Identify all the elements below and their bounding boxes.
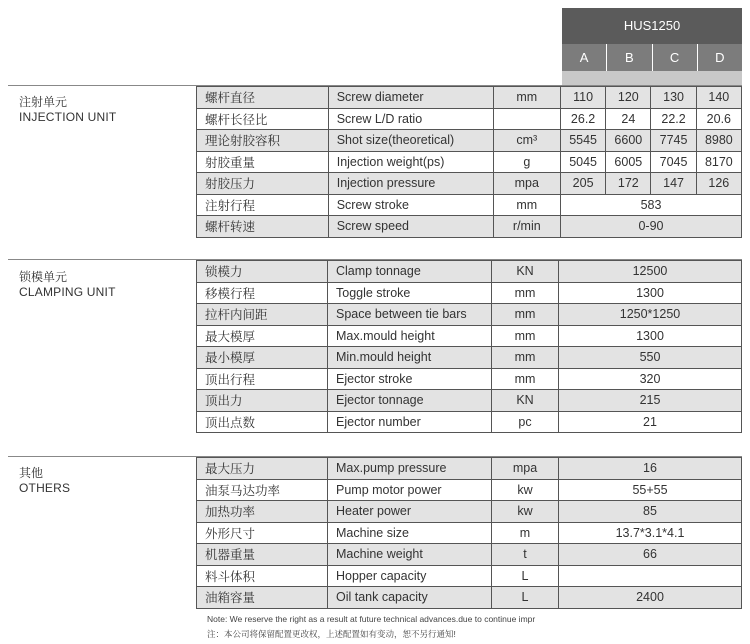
section-label-clamping <box>19 270 116 300</box>
section-name-en: INJECTION UNIT <box>19 110 117 124</box>
param-unit: mm <box>492 282 559 304</box>
table-row <box>197 501 742 523</box>
table-row <box>197 411 742 433</box>
param-en: Heater power <box>328 501 492 523</box>
param-en: Pump motor power <box>328 479 492 501</box>
table-row <box>197 173 742 195</box>
model-name: HUS1250 <box>562 8 742 44</box>
value-d: 140 <box>696 87 741 109</box>
table-row <box>197 347 742 369</box>
param-unit: g <box>493 151 560 173</box>
value-a: 26.2 <box>560 108 605 130</box>
param-en: Screw stroke <box>328 194 493 216</box>
param-en: Max.mould height <box>328 325 492 347</box>
param-cn: 移模行程 <box>197 282 328 304</box>
value-all: 1300 <box>559 282 742 304</box>
column-header: C <box>652 44 697 71</box>
section-label-others <box>19 466 70 496</box>
value-c: 22.2 <box>651 108 696 130</box>
value-all: 16 <box>559 458 742 480</box>
param-en: Oil tank capacity <box>328 587 492 609</box>
param-en: Screw diameter <box>328 87 493 109</box>
table-row <box>197 390 742 412</box>
param-cn: 螺杆转速 <box>197 216 329 238</box>
value-all: 1300 <box>559 325 742 347</box>
param-cn: 拉杆内间距 <box>197 304 328 326</box>
value-a: 205 <box>560 173 605 195</box>
param-cn: 射胶重量 <box>197 151 329 173</box>
param-en: Ejector stroke <box>328 368 492 390</box>
value-all: 550 <box>559 347 742 369</box>
value-d: 126 <box>696 173 741 195</box>
param-cn: 射胶压力 <box>197 173 329 195</box>
param-cn: 螺杆直径 <box>197 87 329 109</box>
param-en: Screw L/D ratio <box>328 108 493 130</box>
param-unit: mm <box>492 347 559 369</box>
table-row <box>197 479 742 501</box>
param-cn: 油泵马达功率 <box>197 479 328 501</box>
table-row <box>197 194 742 216</box>
param-unit: mm <box>493 87 560 109</box>
param-unit: mpa <box>492 458 559 480</box>
param-en: Shot size(theoretical) <box>328 130 493 152</box>
param-unit: mpa <box>493 173 560 195</box>
section-name-en: OTHERS <box>19 481 71 495</box>
param-en: Max.pump pressure <box>328 458 492 480</box>
table-row <box>197 216 742 238</box>
param-cn: 顶出行程 <box>197 368 328 390</box>
value-c: 147 <box>651 173 696 195</box>
param-cn: 最小模厚 <box>197 347 328 369</box>
table-row <box>197 261 742 283</box>
value-a: 110 <box>560 87 605 109</box>
param-cn: 最大模厚 <box>197 325 328 347</box>
param-unit: mm <box>492 304 559 326</box>
value-all: 2400 <box>559 587 742 609</box>
param-unit: KN <box>492 261 559 283</box>
value-all: 21 <box>559 411 742 433</box>
header-strip <box>562 71 742 85</box>
column-header: D <box>697 44 742 71</box>
param-unit: KN <box>492 390 559 412</box>
table-row <box>197 587 742 609</box>
param-cn: 外形尺寸 <box>197 522 328 544</box>
table-row <box>197 325 742 347</box>
param-cn: 油箱容量 <box>197 587 328 609</box>
table-row <box>197 458 742 480</box>
param-en: Injection weight(ps) <box>328 151 493 173</box>
model-columns <box>562 44 742 71</box>
value-all: 215 <box>559 390 742 412</box>
column-header: A <box>562 44 606 71</box>
value-a: 5545 <box>560 130 605 152</box>
param-en: Injection pressure <box>328 173 493 195</box>
param-unit: t <box>492 544 559 566</box>
param-unit <box>493 108 560 130</box>
value-all: 13.7*3.1*4.1 <box>559 522 742 544</box>
table-row <box>197 151 742 173</box>
param-unit: kw <box>492 501 559 523</box>
param-unit: m <box>492 522 559 544</box>
value-all: 1250*1250 <box>559 304 742 326</box>
table-row <box>197 108 742 130</box>
clamping-unit-table <box>196 260 742 433</box>
param-en: Min.mould height <box>328 347 492 369</box>
table-row <box>197 304 742 326</box>
param-cn: 理论射胶容积 <box>197 130 329 152</box>
value-c: 7745 <box>651 130 696 152</box>
param-en: Hopper capacity <box>328 565 492 587</box>
param-en: Ejector number <box>328 411 492 433</box>
note-cn: 注：本公司将保留配置更改权，上述配置如有变动，恕不另行通知! <box>207 629 456 639</box>
value-b: 120 <box>606 87 651 109</box>
value-a: 5045 <box>560 151 605 173</box>
param-cn: 顶出点数 <box>197 411 328 433</box>
note-en: Note: We reserve the right as a result at future technical advances.due to continue impr <box>207 614 536 624</box>
section-label-injection <box>19 95 116 125</box>
param-cn: 顶出力 <box>197 390 328 412</box>
param-cn: 注射行程 <box>197 194 329 216</box>
value-all: 55+55 <box>559 479 742 501</box>
value-all <box>559 565 742 587</box>
value-all: 320 <box>559 368 742 390</box>
table-row <box>197 87 742 109</box>
param-en: Clamp tonnage <box>328 261 492 283</box>
param-cn: 机器重量 <box>197 544 328 566</box>
value-b: 6600 <box>606 130 651 152</box>
param-cn: 加热功率 <box>197 501 328 523</box>
param-en: Space between tie bars <box>328 304 492 326</box>
injection-unit-table <box>196 86 742 238</box>
value-c: 7045 <box>651 151 696 173</box>
value-b: 24 <box>606 108 651 130</box>
param-cn: 料斗体积 <box>197 565 328 587</box>
value-d: 20.6 <box>696 108 741 130</box>
param-en: Toggle stroke <box>328 282 492 304</box>
param-unit: pc <box>492 411 559 433</box>
param-en: Ejector tonnage <box>328 390 492 412</box>
value-all: 0-90 <box>560 216 741 238</box>
param-unit: mm <box>492 368 559 390</box>
param-unit: L <box>492 565 559 587</box>
table-row <box>197 565 742 587</box>
value-b: 172 <box>606 173 651 195</box>
table-row <box>197 282 742 304</box>
value-d: 8170 <box>696 151 741 173</box>
value-c: 130 <box>651 87 696 109</box>
value-all: 12500 <box>559 261 742 283</box>
column-header: B <box>606 44 651 71</box>
param-unit: mm <box>493 194 560 216</box>
value-all: 85 <box>559 501 742 523</box>
model-header <box>562 8 742 85</box>
table-row <box>197 368 742 390</box>
param-unit: L <box>492 587 559 609</box>
param-unit: kw <box>492 479 559 501</box>
value-d: 8980 <box>696 130 741 152</box>
value-all: 66 <box>559 544 742 566</box>
param-cn: 最大压力 <box>197 458 328 480</box>
table-row <box>197 522 742 544</box>
section-name-cn: 锁模单元 <box>19 270 68 284</box>
others-table <box>196 457 742 609</box>
value-all: 583 <box>560 194 741 216</box>
value-b: 6005 <box>606 151 651 173</box>
param-unit: mm <box>492 325 559 347</box>
table-row <box>197 130 742 152</box>
param-cn: 锁模力 <box>197 261 328 283</box>
param-en: Machine weight <box>328 544 492 566</box>
param-en: Screw speed <box>328 216 493 238</box>
section-name-en: CLAMPING UNIT <box>19 285 116 299</box>
section-name-cn: 其他 <box>19 466 44 480</box>
param-cn: 螺杆长径比 <box>197 108 329 130</box>
param-en: Machine size <box>328 522 492 544</box>
table-row <box>197 544 742 566</box>
section-name-cn: 注射单元 <box>19 95 68 109</box>
param-unit: cm³ <box>493 130 560 152</box>
param-unit: r/min <box>493 216 560 238</box>
